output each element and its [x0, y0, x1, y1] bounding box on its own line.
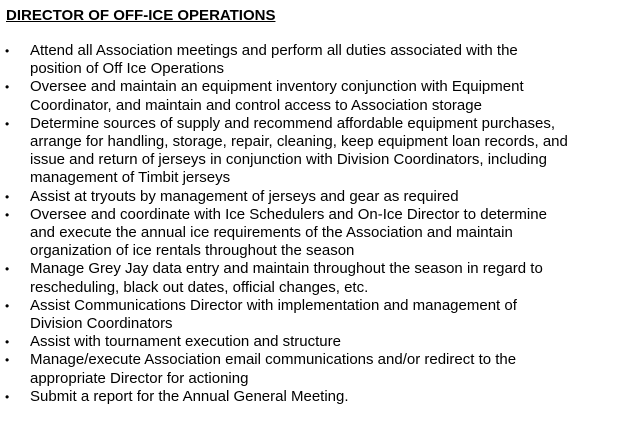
list-item [0, 333, 625, 351]
list-item-line: Attend all Association meetings and perform all duties associated with the [30, 42, 518, 59]
list-item-line: Assist with tournament execution and structure [30, 333, 341, 351]
bullet-icon: • [5, 389, 10, 404]
list-item [0, 42, 625, 78]
list-item-line: management of Timbit jerseys [30, 169, 231, 187]
bullet-icon: • [5, 207, 10, 222]
section-title: DIRECTOR OF OFF-ICE OPERATIONS [6, 7, 276, 24]
list-item-line: and execute the annual ice requirements of the Association and maintain [30, 224, 513, 242]
list-item-line: rescheduling, black out dates, official changes, etc. [30, 278, 369, 296]
list-item-line: Assist Communications Director with implementation and management of [30, 296, 517, 314]
bullet-icon: • [5, 116, 10, 131]
duties-list [0, 42, 625, 406]
list-item [0, 206, 625, 261]
list-item [0, 388, 625, 406]
list-item-line: appropriate Director for actioning [30, 369, 249, 387]
list-item [0, 297, 625, 333]
list-item-line: Manage/execute Association email communications and/or redirect to the [30, 351, 517, 369]
list-item-line: Division Coordinators [30, 315, 173, 333]
list-item-line: Manage Grey Jay data entry and maintain throughout the season in regard to [30, 260, 543, 278]
bullet-icon: • [5, 44, 10, 58]
bullet-icon: • [5, 262, 10, 277]
bullet-icon: • [5, 189, 10, 204]
list-item-line: organization of ice rentals throughout the season [30, 242, 355, 260]
list-item [0, 260, 625, 296]
list-item-line: Oversee and maintain an equipment inventory conjunction with Equipment [30, 78, 524, 96]
bullet-icon: • [5, 353, 10, 368]
list-item-line: position of Off Ice Operations [30, 60, 224, 78]
list-item-line: Determine sources of supply and recommend affordable equipment purchases, [30, 114, 556, 132]
list-item [0, 115, 625, 188]
list-item [0, 78, 625, 114]
bullet-icon: • [5, 335, 10, 350]
list-item [0, 351, 625, 387]
list-item-line: arrange for handling, storage, repair, cleaning, keep equipment loan records, and [30, 133, 568, 151]
list-item-line: Assist at tryouts by management of jerseys and gear as required [30, 187, 459, 205]
bullet-icon: • [5, 80, 10, 95]
list-item [0, 188, 625, 206]
list-item-line: Coordinator, and maintain and control access to Association storage [30, 96, 482, 114]
list-item-line: issue and return of jerseys in conjunction with Division Coordinators, including [30, 151, 547, 169]
list-item-line: Submit a report for the Annual General Meeting. [30, 387, 349, 405]
bullet-icon: • [5, 298, 10, 313]
list-item-line: Oversee and coordinate with Ice Schedulers and On-Ice Director to determine [30, 205, 547, 223]
